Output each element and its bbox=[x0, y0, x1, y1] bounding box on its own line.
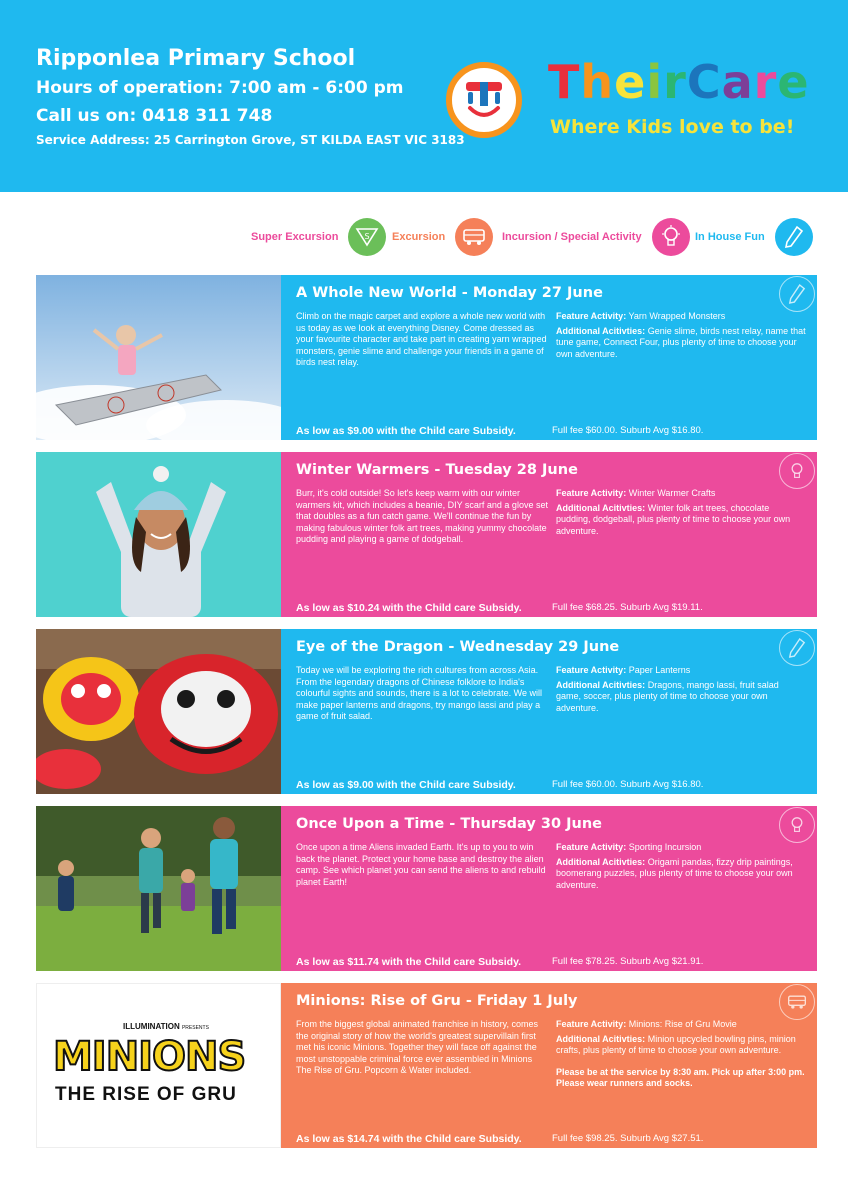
card-title: Once Upon a Time - Thursday 30 June bbox=[296, 816, 603, 832]
feature-label: Feature Activity: bbox=[556, 842, 627, 852]
full-fee: Full fee $68.25. Suburb Avg $19.11. bbox=[552, 602, 703, 613]
card-title: A Whole New World - Monday 27 June bbox=[296, 285, 603, 301]
card-content bbox=[281, 806, 817, 971]
legend-label: In House Fun bbox=[695, 231, 765, 243]
card-description: Climb on the magic carpet and explore a whole new world with us today as we look at everything Disney. Come dressed as your favourite character and take part in creating yarn wrapped monsters, genie slime and challenge your friends in a game of birds nest relay. bbox=[296, 311, 547, 367]
bus-icon bbox=[455, 218, 493, 256]
hours-of-operation: Hours of operation: 7:00 am - 6:00 pm bbox=[36, 78, 404, 98]
feature-label: Feature Activity: bbox=[556, 488, 627, 498]
legend-label: Excursion bbox=[392, 231, 446, 243]
school-name: Ripponlea Primary School bbox=[36, 46, 356, 71]
brand-name bbox=[548, 54, 810, 110]
legend-label: Super Excursion bbox=[251, 231, 339, 243]
feature-label: Feature Activity: bbox=[556, 1019, 627, 1029]
additional-label: Additional Acitivties: bbox=[556, 1033, 646, 1044]
brand-letter: h bbox=[580, 55, 615, 109]
card-description: From the biggest global animated franchise in history, comes the original story of how the world's greatest supervillain first met his iconic Minions. Together they will face off against the most unstoppable criminal force ever assembled in Minions The Rise of Gru. Popcorn & Water included. bbox=[296, 1019, 538, 1075]
card-content bbox=[281, 275, 817, 440]
poster-studio: ILLUMINATION bbox=[123, 1022, 180, 1031]
brand-letter: r bbox=[753, 55, 778, 109]
additional-activities: Dragons, mango lassi, fruit salad game, soccer, plus plenty of time to choose your own adventure. bbox=[556, 679, 779, 713]
activity-card-4 bbox=[36, 806, 817, 971]
lightbulb-icon bbox=[779, 807, 815, 843]
activity-card-5 bbox=[36, 983, 817, 1148]
additional-label: Additional Acitivties: bbox=[556, 325, 646, 336]
brand-letter: e bbox=[777, 55, 810, 109]
header-banner bbox=[0, 0, 848, 192]
subsidy-price: As low as $14.74 with the Child care Subsidy. bbox=[296, 1133, 522, 1145]
card-activities bbox=[556, 1019, 806, 1090]
header-info bbox=[36, 44, 465, 150]
feature-activity: Paper Lanterns bbox=[628, 665, 691, 675]
chinese-dragon-lions-image bbox=[36, 629, 281, 794]
activity-card-1 bbox=[36, 275, 817, 440]
card-title: Minions: Rise of Gru - Friday 1 July bbox=[296, 993, 578, 1009]
activity-card-2 bbox=[36, 452, 817, 617]
poster-subtitle: THE RISE OF GRU bbox=[55, 1084, 237, 1105]
card-title: Eye of the Dragon - Wednesday 29 June bbox=[296, 639, 620, 655]
additional-activities: Winter folk art trees, chocolate pudding, dodgeball, plus plenty of time to choose your own adventure. bbox=[556, 502, 791, 536]
full-fee: Full fee $60.00. Suburb Avg $16.80. bbox=[552, 779, 704, 790]
children-running-image bbox=[36, 806, 281, 971]
lightbulb-icon bbox=[779, 453, 815, 489]
legend-label: Incursion / Special Activity bbox=[502, 231, 642, 243]
legend-incursion bbox=[502, 218, 690, 256]
card-content bbox=[281, 629, 817, 794]
brand-letter: r bbox=[663, 55, 687, 109]
minions-poster-image bbox=[36, 983, 281, 1148]
full-fee: Full fee $78.25. Suburb Avg $21.91. bbox=[552, 956, 704, 967]
additional-activities: Genie slime, birds nest relay, name that tune game, Connect Four, plus plenty of time to choose your own adventure. bbox=[556, 325, 806, 359]
subsidy-price: As low as $9.00 with the Child care Subsidy. bbox=[296, 779, 516, 791]
card-description: Today we will be exploring the rich cultures from across Asia. From the legendary dragons of Chinese folklore to India's colourful sights and sounds, there is a lot to celebrate. We will make paper lanterns and dragons, try mango lassi and play a game of fruit salad. bbox=[296, 665, 542, 721]
card-activities bbox=[556, 842, 806, 894]
feature-activity: Winter Warmer Crafts bbox=[628, 488, 716, 498]
additional-label: Additional Acitivties: bbox=[556, 856, 646, 867]
poster-presents: PRESENTS bbox=[181, 1025, 209, 1031]
full-fee: Full fee $98.25. Suburb Avg $27.51. bbox=[552, 1133, 704, 1144]
brand-letter: i bbox=[646, 55, 664, 109]
girl-on-magic-carpet-image bbox=[36, 275, 281, 440]
superhero-icon bbox=[348, 218, 386, 256]
lightbulb-icon bbox=[652, 218, 690, 256]
feature-activity: Yarn Wrapped Monsters bbox=[628, 311, 726, 321]
girl-in-winter-beanie-image bbox=[36, 452, 281, 617]
service-address: Service Address: 25 Carrington Grove, ST KILDA EAST VIC 3183 bbox=[36, 133, 465, 147]
pencil-icon bbox=[779, 630, 815, 666]
card-activities bbox=[556, 665, 806, 717]
legend-in-house bbox=[695, 218, 813, 256]
subsidy-price: As low as $9.00 with the Child care Subsidy. bbox=[296, 425, 516, 437]
subsidy-price: As low as $11.74 with the Child care Subsidy. bbox=[296, 956, 522, 968]
card-activities bbox=[556, 488, 806, 540]
card-activities bbox=[556, 311, 806, 363]
legend-excursion bbox=[392, 218, 493, 256]
feature-label: Feature Activity: bbox=[556, 665, 627, 675]
feature-activity: Minions: Rise of Gru Movie bbox=[628, 1019, 737, 1029]
card-title: Winter Warmers - Tuesday 28 June bbox=[296, 462, 578, 478]
feature-activity: Sporting Incursion bbox=[628, 842, 702, 852]
pencil-icon bbox=[775, 218, 813, 256]
additional-activities: Origami pandas, fizzy drip paintings, boomerang puzzles, plus plenty of time to choose your own adventure. bbox=[556, 856, 793, 890]
poster-title: MINIONS bbox=[53, 1034, 246, 1080]
subsidy-price: As low as $10.24 with the Child care Subsidy. bbox=[296, 602, 522, 614]
pencil-icon bbox=[779, 276, 815, 312]
feature-label: Feature Activity: bbox=[556, 311, 627, 321]
card-description: Once upon a time Aliens invaded Earth. It's up to you to win back the planet. Protect your home base and destroy the alien camp. See which planet you can send the aliens to and rebuild planet Earth! bbox=[296, 842, 546, 887]
card-description: Burr, it's cold outside! So let's keep warm with our winter warmers kit, which includes a beanie, DIY scarf and a glove set that doubles as a fun catch game. We'll continue the fun by making fabulous winter folk art trees, making yummy chocolate pudding and playing a game of dodgeball. bbox=[296, 488, 548, 544]
brand-letter: e bbox=[614, 55, 647, 109]
card-content bbox=[281, 983, 817, 1148]
additional-activities: Minion upcycled bowling pins, minion crafts, plus plenty of time to choose your own adventure. bbox=[556, 1033, 796, 1055]
additional-label: Additional Acitivties: bbox=[556, 679, 646, 690]
brand-letter: T bbox=[548, 55, 581, 109]
attendance-note: Please be at the service by 8:30 am. Pick up after 3:00 pm. Please wear runners and socks. bbox=[556, 1066, 805, 1088]
phone-number: Call us on: 0418 311 748 bbox=[36, 106, 273, 126]
activity-card-3 bbox=[36, 629, 817, 794]
full-fee: Full fee $60.00. Suburb Avg $16.80. bbox=[552, 425, 704, 436]
card-content bbox=[281, 452, 817, 617]
brand-letter: a bbox=[721, 55, 754, 109]
svg-text:S: S bbox=[364, 232, 370, 241]
brand-tagline: Where Kids love to be! bbox=[550, 116, 795, 138]
theircare-logo-icon bbox=[446, 62, 522, 138]
bus-icon bbox=[779, 984, 815, 1020]
brand-letter: C bbox=[686, 55, 722, 109]
additional-label: Additional Acitivties: bbox=[556, 502, 646, 513]
legend-super-excursion bbox=[251, 218, 386, 256]
